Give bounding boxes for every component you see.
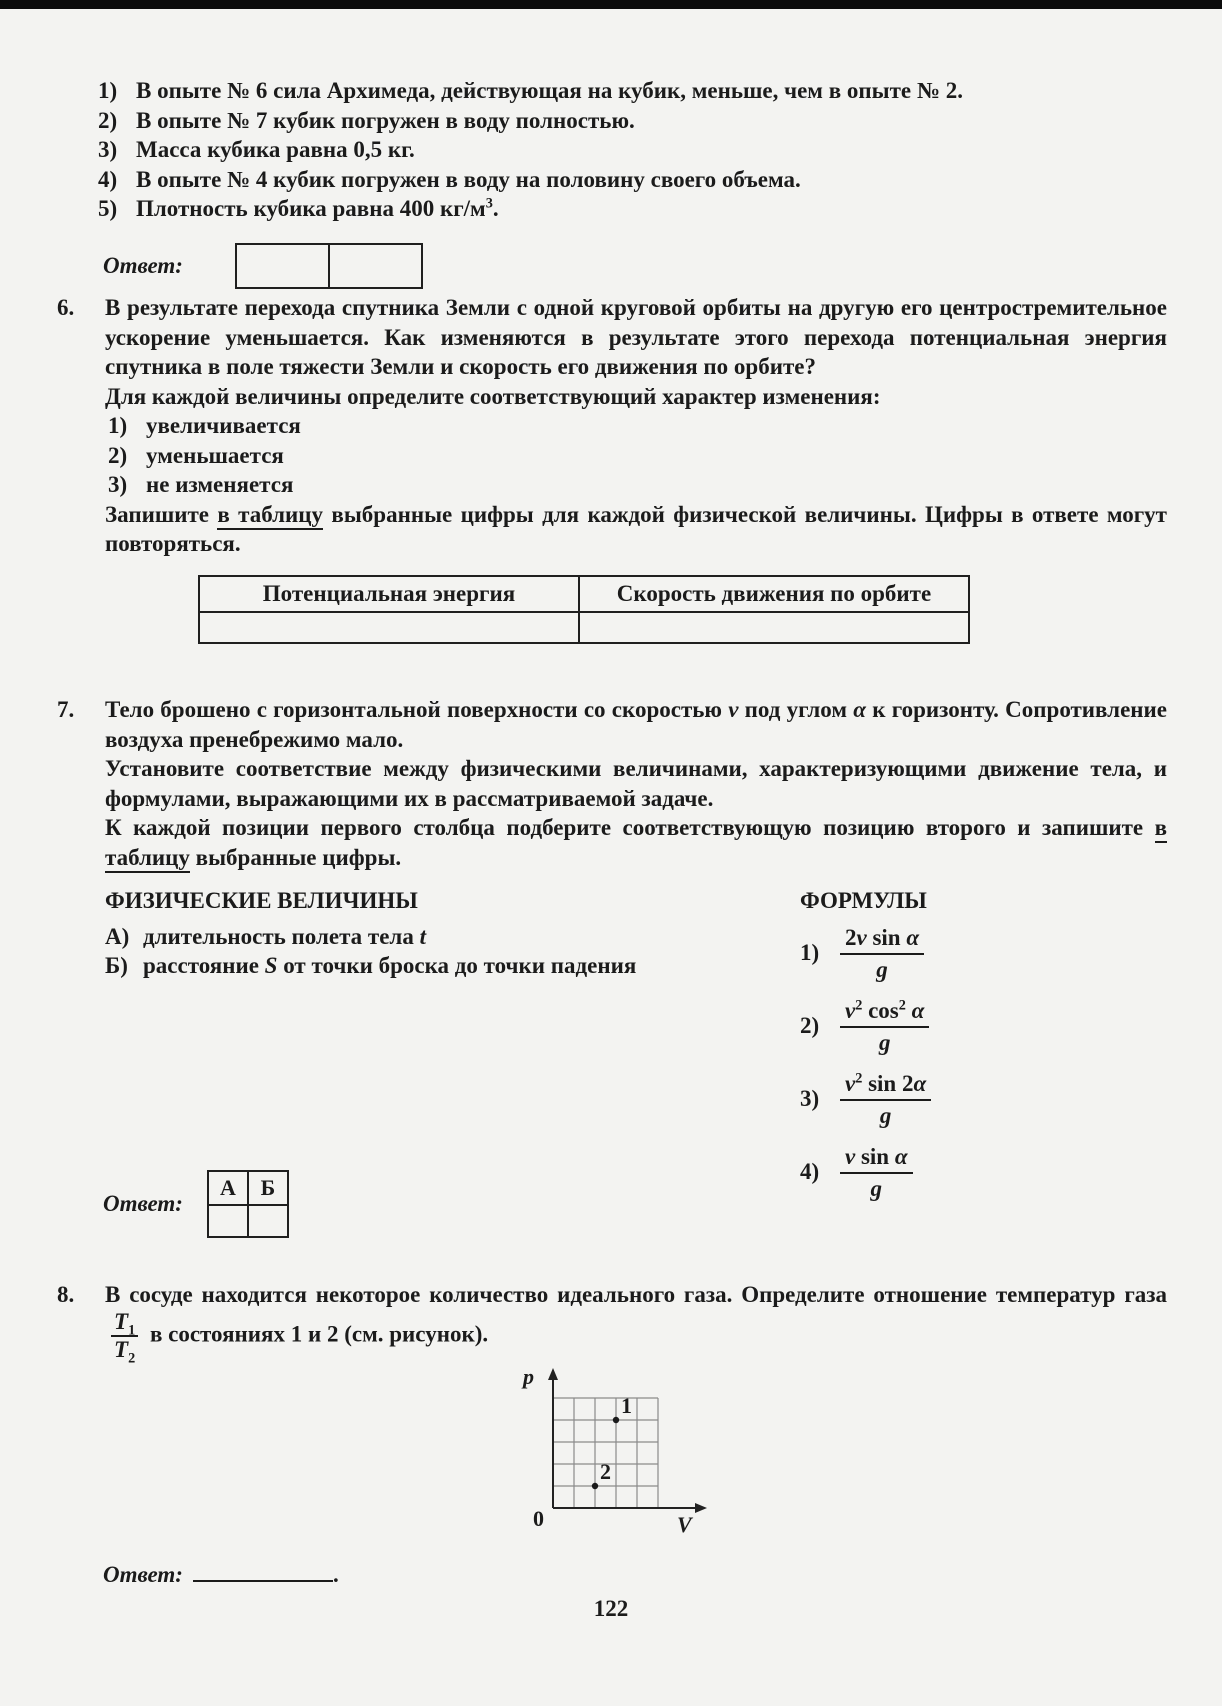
statement-options-list [98, 76, 1112, 224]
data-point-label-1: 1 [621, 1393, 632, 1418]
question-8-section [57, 1280, 1167, 1367]
answer-label: Ответ: [103, 253, 183, 279]
q6-instruction: Запишите в таблицу выбранные цифры для каждой физической величины. Цифры в ответе могут повторяться. [105, 501, 1167, 556]
option-item: 1) В опыте № 6 сила Архимеда, действующая на кубик, меньше, чем в опыте № 2. [98, 78, 963, 103]
data-point-1 [613, 1417, 619, 1423]
formula-item: 4) $\frac{\text{v sin α}}{g}$ [800, 1143, 1130, 1202]
quantities-list [105, 922, 745, 981]
question-number: 8. [57, 1282, 75, 1307]
answer-row-q8 [103, 1560, 339, 1590]
table-empty-cell [579, 612, 969, 643]
option-item: 2) уменьшается [108, 442, 284, 468]
answer-col-header: Б [248, 1171, 288, 1205]
q7-instruction: К каждой позиции первого столбца подберите соответствующую позицию второго и запишите в таблицу выбранные цифры. [105, 813, 1167, 872]
answer-row-previous-question [103, 243, 423, 289]
table-header-cell: Потенциальная энергия [199, 576, 579, 612]
option-item: 1) увеличивается [108, 413, 301, 438]
question-text: В результате перехода спутника Земли с одной круговой орбиты на другую его центростремительное ускорение уменьшается. Как изменяются в результате этого перехода потенциальная энергия спутника в поле тяжести Земли и скорость его движения по орбите? [105, 295, 1167, 379]
table-empty-cell [199, 612, 579, 643]
option-item: 2) В опыте № 7 кубик погружен в воду полностью. [98, 107, 635, 133]
quantities-header: ФИЗИЧЕСКИЕ ВЕЛИЧИНЫ [105, 888, 418, 913]
option-item: 3) Масса кубика равна 0,5 кг. [98, 137, 415, 162]
question-7-section [57, 695, 1168, 1201]
formulas-list [800, 924, 1130, 1202]
x-axis-arrow-icon [695, 1503, 707, 1513]
answer-period: . [332, 1562, 339, 1587]
q6-answer-table [198, 575, 970, 644]
question-number: 6. [57, 295, 75, 320]
formula-item: 2) $\frac{v^2 \cos^2 \alpha}{g}$ [800, 997, 1130, 1056]
answer-cell [208, 1205, 248, 1237]
option-item: 3) не изменяется [108, 472, 294, 497]
change-options-list [108, 411, 1167, 500]
answer-box-ab [207, 1170, 289, 1238]
pv-diagram-svg [505, 1366, 735, 1541]
pv-diagram-chart [505, 1366, 735, 1541]
formulas-header: ФОРМУЛЫ [800, 888, 927, 913]
answer-cell [248, 1205, 288, 1237]
formula-item: 1) $\frac{\text{2v sin α}}{g}$ [800, 924, 1130, 983]
question-6-section [57, 293, 1167, 644]
y-axis-label: p [523, 1366, 534, 1389]
question-number: 7. [57, 697, 75, 722]
question-text: Тело брошено с горизонтальной поверхности со скоростью v под углом α к горизонту. Сопротивление воздуха пренебрежимо мало. [105, 697, 1168, 752]
answer-box-two-cells [235, 243, 423, 289]
formulas-column [800, 886, 1130, 1216]
quantity-item: Б) расстояние S от точки броска до точки падения [105, 953, 637, 978]
table-header-cell: Скорость движения по орбите [579, 576, 969, 612]
option-item: 5) Плотность кубика равна 400 $кг/м^3$. [98, 195, 499, 221]
answer-label: Ответ: [103, 1191, 183, 1217]
y-axis-arrow-icon [548, 1368, 558, 1380]
x-axis-label: V [677, 1512, 692, 1537]
question-text: Для каждой величины определите соответствующий характер изменения: [105, 383, 881, 409]
answer-cell [236, 244, 329, 288]
data-point-2 [592, 1483, 598, 1489]
answer-row-q7 [103, 1172, 289, 1236]
answer-col-header: А [208, 1171, 248, 1205]
origin-label: 0 [533, 1506, 544, 1531]
fraction: $\frac{\text{2v sin α}}{g}$ [840, 924, 924, 983]
inline-fraction: $\frac{T_1}{T_2}$ [111, 1310, 138, 1362]
scan-top-edge-artifact [0, 0, 1222, 9]
answer-cell [329, 244, 422, 288]
formula-item: 3) $\frac{v^2 \sin 2\alpha}{g}$ [800, 1070, 1130, 1129]
quantity-item: А) длительность полета тела t [105, 923, 426, 949]
option-item: 4) В опыте № 4 кубик погружен в воду на половину своего объема. [98, 166, 801, 192]
fraction: $\frac{v^2 \cos^2 \alpha}{g}$ [840, 997, 929, 1056]
fraction: $\frac{v^2 \sin 2\alpha}{g}$ [840, 1070, 931, 1129]
answer-blank-line [193, 1560, 333, 1582]
data-point-label-2: 2 [600, 1459, 611, 1484]
question-text: Установите соответствие между физическими величинами, характеризующими движение тела, и формулами, выражающими их в рассматриваемой задаче. [105, 756, 1167, 811]
question-text: В сосуде находится некоторое количество идеального газа. Определите отношение температур газа $\frac{T_1}{T_2}$ в состояниях 1 и 2 (см. рисунок). [105, 1282, 1167, 1367]
page-number: 122 [593, 1596, 629, 1621]
matching-columns [105, 886, 1167, 1201]
answer-label: Ответ: [103, 1562, 183, 1587]
fraction: $\frac{\text{v sin α}}{g}$ [840, 1143, 913, 1202]
quantities-column [105, 886, 745, 981]
